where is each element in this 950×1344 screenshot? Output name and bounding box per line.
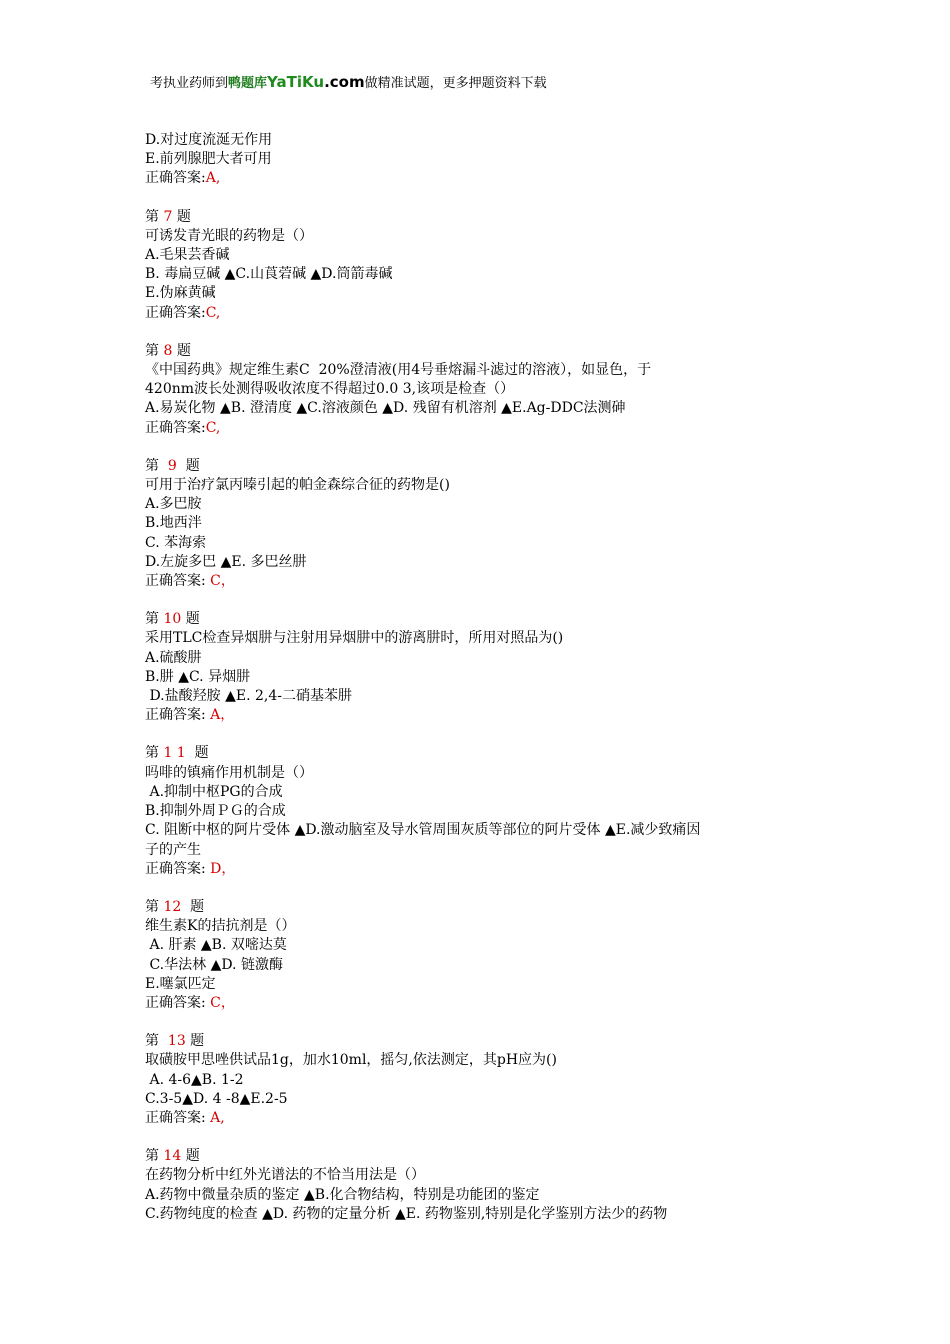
brand-name-cn[interactable]: 鸭题库 (228, 76, 268, 91)
question-block (145, 342, 825, 438)
option-line: A.药物中微量杂质的鉴定 ▲B.化合物结构，特别是功能团的鉴定 (145, 1186, 540, 1203)
header-suffix: 做精准试题，更多押题资料下载 (364, 76, 547, 91)
question-title (145, 208, 825, 227)
question-title-prefix: 第 (145, 745, 164, 762)
question-title-prefix: 第 (145, 611, 164, 628)
option-line: B. 毒扁豆碱 ▲C.山莨菪碱 ▲D.筒箭毒碱 (145, 266, 393, 283)
question-title (145, 342, 825, 361)
answer-line (145, 304, 825, 323)
question-stem: 取磺胺甲思唑供试品1g，加水10ml，摇匀,依法测定，其pH应为() (145, 1052, 557, 1069)
option-line: A.多巴胺 (145, 496, 202, 513)
answer-value: D， (205, 860, 236, 877)
option-line: B.抑制外周ＰＧ的合成 (145, 803, 286, 820)
option-line: B.肼 ▲C. 异烟肼 (145, 668, 251, 685)
question-number: 14 (163, 1148, 182, 1165)
question-number: 7 (163, 208, 173, 225)
question-title-suffix: 题 (172, 342, 191, 359)
question-block (145, 208, 825, 323)
option-line: C. 苯海索 (145, 534, 207, 551)
answer-label: 正确答案: (145, 860, 206, 877)
option-line: A. 肝素 ▲B. 双嘧达莫 (145, 937, 287, 954)
question-block (145, 131, 825, 189)
option-line: 420nm波长处测得吸收浓度不得超过0.0 3,该项是检查（） (145, 381, 515, 398)
question-title-prefix: 第 (145, 898, 164, 915)
question-stem: 采用TLC检查异烟肼与注射用异烟肼中的游离肼时，所用对照品为() (145, 630, 564, 647)
question-block (145, 610, 825, 725)
question-number: 12 (163, 898, 182, 915)
option-line: E.噻氯匹定 (145, 975, 216, 992)
question-block (145, 744, 825, 878)
option-line: D.对过度流涎无作用 (145, 132, 273, 148)
answer-label: 正确答案: (145, 1109, 206, 1126)
page-header (150, 72, 547, 91)
spacer (145, 1128, 825, 1147)
answer-line (145, 994, 825, 1013)
question-title (145, 1032, 825, 1051)
question-title-prefix: 第 (145, 1033, 168, 1050)
question-stem: 可用于治疗氯丙嗪引起的帕金森综合征的药物是() (145, 477, 450, 494)
answer-line (145, 169, 825, 188)
option-line: D.左旋多巴 ▲E. 多巴丝肼 (145, 553, 307, 570)
spacer (145, 323, 825, 342)
question-title-suffix: 题 (176, 457, 200, 474)
question-block (145, 457, 825, 591)
answer-value: A, (205, 170, 221, 187)
answer-line (145, 419, 825, 438)
spacer (145, 1013, 825, 1032)
option-line: 子的产生 (145, 841, 201, 858)
question-title-prefix: 第 (145, 457, 168, 474)
question-stem: 在药物分析中红外光谱法的不恰当用法是（） (145, 1167, 425, 1184)
question-title-suffix: 题 (181, 898, 205, 915)
answer-label: 正确答案: (145, 573, 206, 590)
option-line: D.盐酸羟胺 ▲E. 2,4-二硝基苯肼 (145, 688, 352, 705)
question-number: 8 (163, 342, 173, 359)
answer-value: C, (205, 304, 221, 321)
option-line: B.地西泮 (145, 515, 202, 532)
question-block (145, 1032, 825, 1128)
answer-value: C， (205, 573, 235, 590)
brand-domain[interactable]: .com (324, 73, 365, 91)
question-number: 13 (167, 1033, 186, 1050)
question-block (145, 1147, 825, 1224)
spacer (145, 879, 825, 898)
question-stem: 吗啡的镇痛作用机制是（） (145, 764, 313, 781)
question-stem: 《中国药典》规定维生素C 20%澄清液(用4号垂熔漏斗滤过的溶液），如显色，于 (145, 362, 652, 379)
question-title-suffix: 题 (185, 1033, 205, 1050)
answer-line (145, 860, 825, 879)
answer-line (145, 1109, 825, 1128)
answer-label: 正确答案: (145, 304, 206, 321)
question-stem: 可诱发青光眼的药物是（） (145, 227, 313, 244)
question-title (145, 457, 825, 476)
answer-line (145, 572, 825, 591)
answer-value: A， (205, 707, 235, 724)
question-title (145, 1147, 825, 1166)
answer-label: 正确答案: (145, 170, 206, 187)
question-number: 9 (167, 457, 177, 474)
spacer (145, 591, 825, 610)
spacer (145, 189, 825, 208)
brand-name-en[interactable]: YaTiKu (267, 73, 325, 91)
option-line: A.硫酸肼 (145, 649, 202, 666)
header-prefix: 考执业药师到 (150, 76, 229, 91)
answer-value: C， (205, 994, 235, 1011)
option-line: E.伪麻黄碱 (145, 285, 216, 302)
question-title (145, 898, 825, 917)
option-line: C.3-5▲D. 4 -8▲E.2-5 (145, 1090, 288, 1107)
question-title-prefix: 第 (145, 1148, 164, 1165)
option-line: C.华法林 ▲D. 链激酶 (145, 956, 283, 973)
answer-label: 正确答案: (145, 707, 206, 724)
question-title-suffix: 题 (185, 745, 209, 762)
question-number: 1 1 (163, 745, 186, 762)
answer-value: C, (205, 419, 221, 436)
question-title-suffix: 题 (172, 208, 191, 225)
question-title-suffix: 题 (181, 611, 200, 628)
answer-line (145, 706, 825, 725)
answer-label: 正确答案: (145, 419, 206, 436)
option-line: E.前列腺肥大者可用 (145, 151, 272, 168)
question-title (145, 744, 825, 763)
option-line: C.药物纯度的检查 ▲D. 药物的定量分析 ▲E. 药物鉴别,特别是化学鉴别方法少的药物 (145, 1205, 668, 1222)
option-line: A. 4-6▲B. 1-2 (145, 1071, 244, 1088)
question-title (145, 610, 825, 629)
spacer (145, 725, 825, 744)
question-stem: 维生素K的拮抗剂是（） (145, 918, 296, 935)
question-block (145, 898, 825, 1013)
question-title-prefix: 第 (145, 342, 164, 359)
option-line: A.易炭化物 ▲B. 澄清度 ▲C.溶液颜色 ▲D. 残留有机溶剂 ▲E.Ag-DDC法测砷 (145, 400, 626, 417)
question-list (145, 131, 825, 1224)
spacer (145, 438, 825, 457)
option-line: C. 阻断中枢的阿片受体 ▲D.激动脑室及导水管周围灰质等部位的阿片受体 ▲E.减少致痛因 (145, 822, 701, 839)
question-title-suffix: 题 (181, 1148, 200, 1165)
option-line: A.毛果芸香碱 (145, 247, 230, 264)
question-title-prefix: 第 (145, 208, 164, 225)
question-number: 10 (163, 611, 182, 628)
option-line: A.抑制中枢PG的合成 (145, 783, 283, 800)
answer-label: 正确答案: (145, 994, 206, 1011)
answer-value: A, (205, 1109, 225, 1126)
